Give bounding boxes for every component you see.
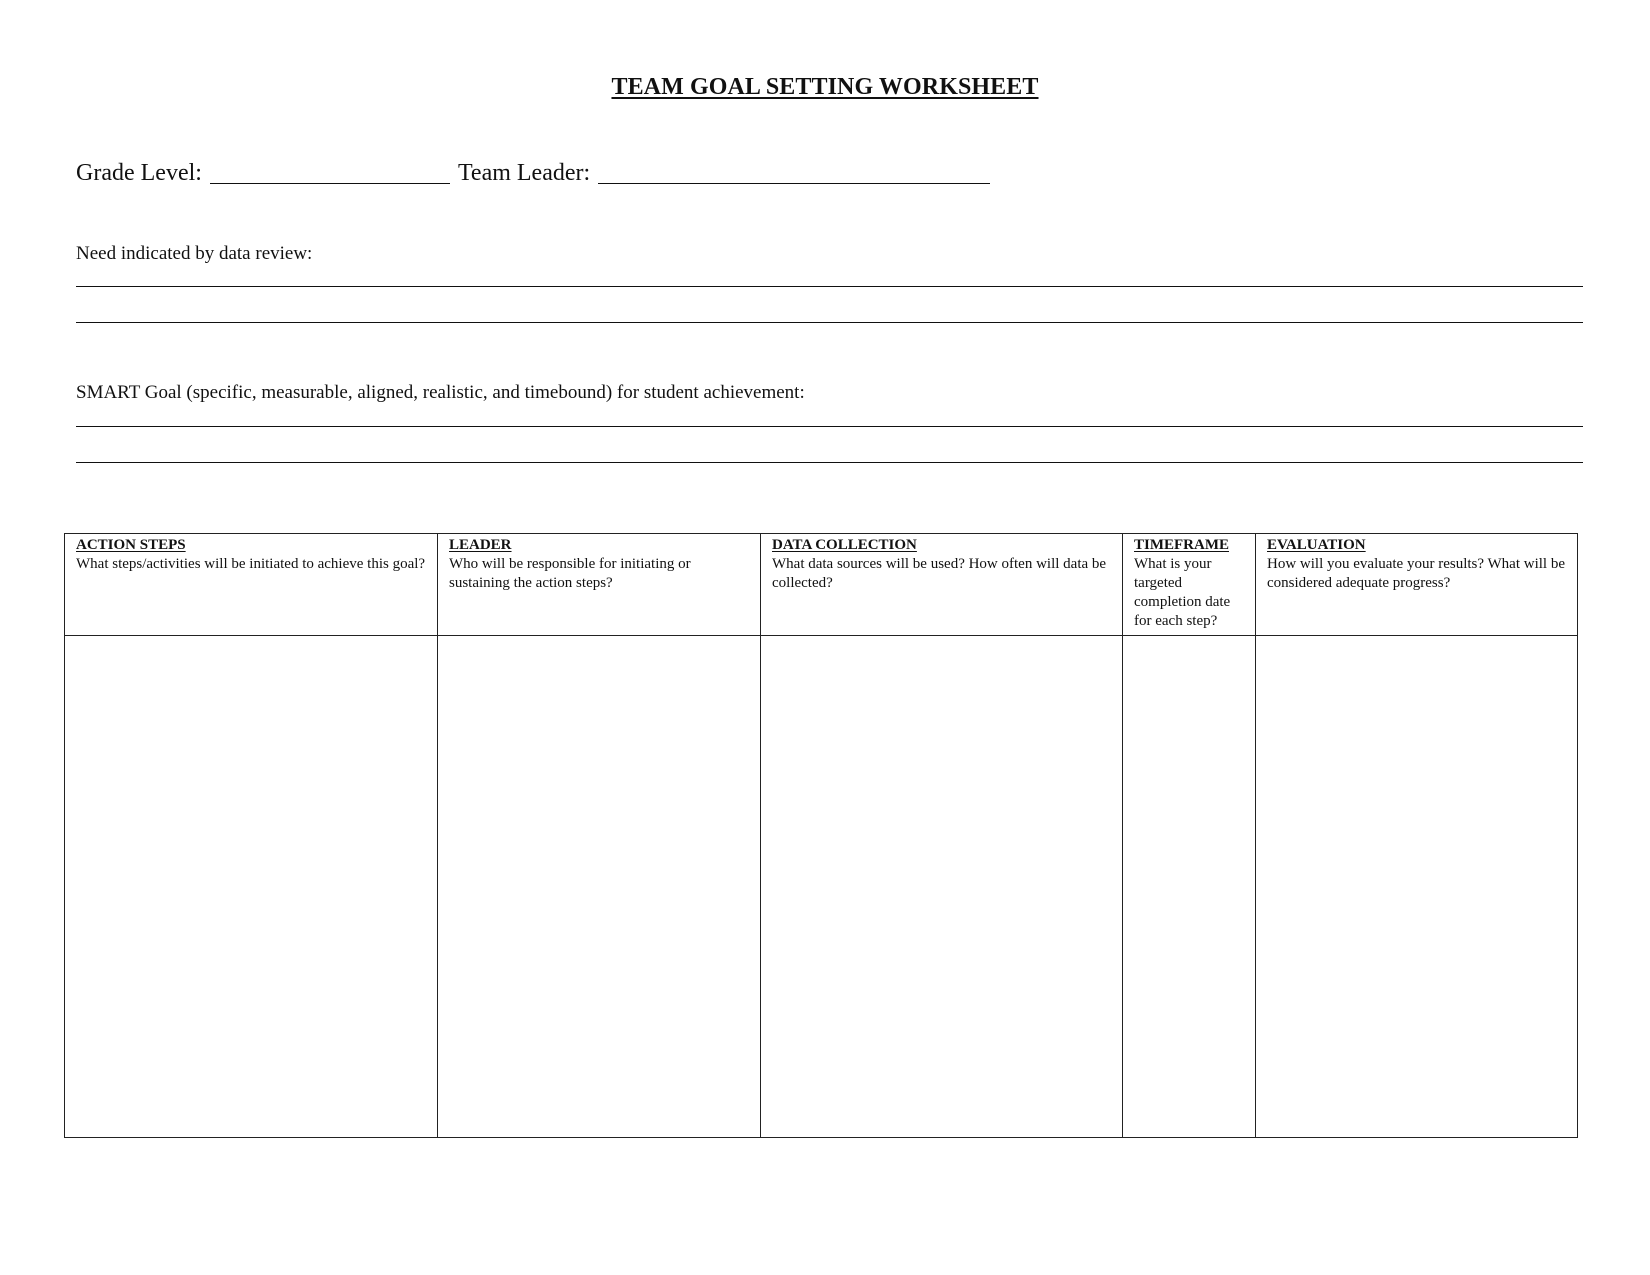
data-collection-entry-cell[interactable]: [761, 636, 1123, 1138]
timeframe-heading: TIMEFRAME: [1134, 537, 1229, 553]
need-answer-line-2[interactable]: [76, 322, 1583, 323]
table-header-row: [65, 534, 1578, 636]
leader-header-cell: [438, 534, 761, 636]
header-fields: [76, 160, 998, 187]
leader-entry-cell[interactable]: [438, 636, 761, 1138]
data-collection-header-cell: [761, 534, 1123, 636]
action-steps-heading: ACTION STEPS: [76, 537, 186, 553]
action-plan-table: [64, 533, 1578, 1138]
worksheet-title: TEAM GOAL SETTING WORKSHEET: [611, 74, 1039, 100]
smart-goal-answer-line-2[interactable]: [76, 462, 1583, 463]
timeframe-entry-cell[interactable]: [1123, 636, 1256, 1138]
team-leader-field[interactable]: [598, 162, 990, 184]
data-collection-description: What data sources will be used? How often will data be collected?: [772, 556, 1107, 591]
evaluation-header-cell: [1256, 534, 1578, 636]
timeframe-description: What is your targeted completion date for each step?: [1134, 556, 1231, 629]
timeframe-header-cell: [1123, 534, 1256, 636]
action-steps-header-cell: [65, 534, 438, 636]
evaluation-entry-cell[interactable]: [1256, 636, 1578, 1138]
grade-level-field[interactable]: [210, 162, 450, 184]
data-collection-heading: DATA COLLECTION: [772, 537, 917, 553]
leader-heading: LEADER: [449, 537, 512, 553]
table-entry-row: [65, 636, 1578, 1138]
team-leader-label: Team Leader:: [457, 160, 591, 186]
evaluation-description: How will you evaluate your results? What will be considered adequate progress?: [1267, 556, 1565, 591]
grade-level-label: Grade Level:: [76, 160, 202, 186]
leader-description: Who will be responsible for initiating or sustaining the action steps?: [449, 556, 691, 591]
smart-goal-label: SMART Goal (specific, measurable, aligned, realistic, and timebound) for student achievement:: [76, 382, 805, 403]
smart-goal-answer-line-1[interactable]: [76, 426, 1583, 427]
action-steps-description: What steps/activities will be initiated to achieve this goal?: [76, 556, 426, 572]
evaluation-heading: EVALUATION: [1267, 537, 1366, 553]
need-label: Need indicated by data review:: [76, 243, 313, 264]
need-answer-line-1[interactable]: [76, 286, 1583, 287]
action-steps-entry-cell[interactable]: [65, 636, 438, 1138]
